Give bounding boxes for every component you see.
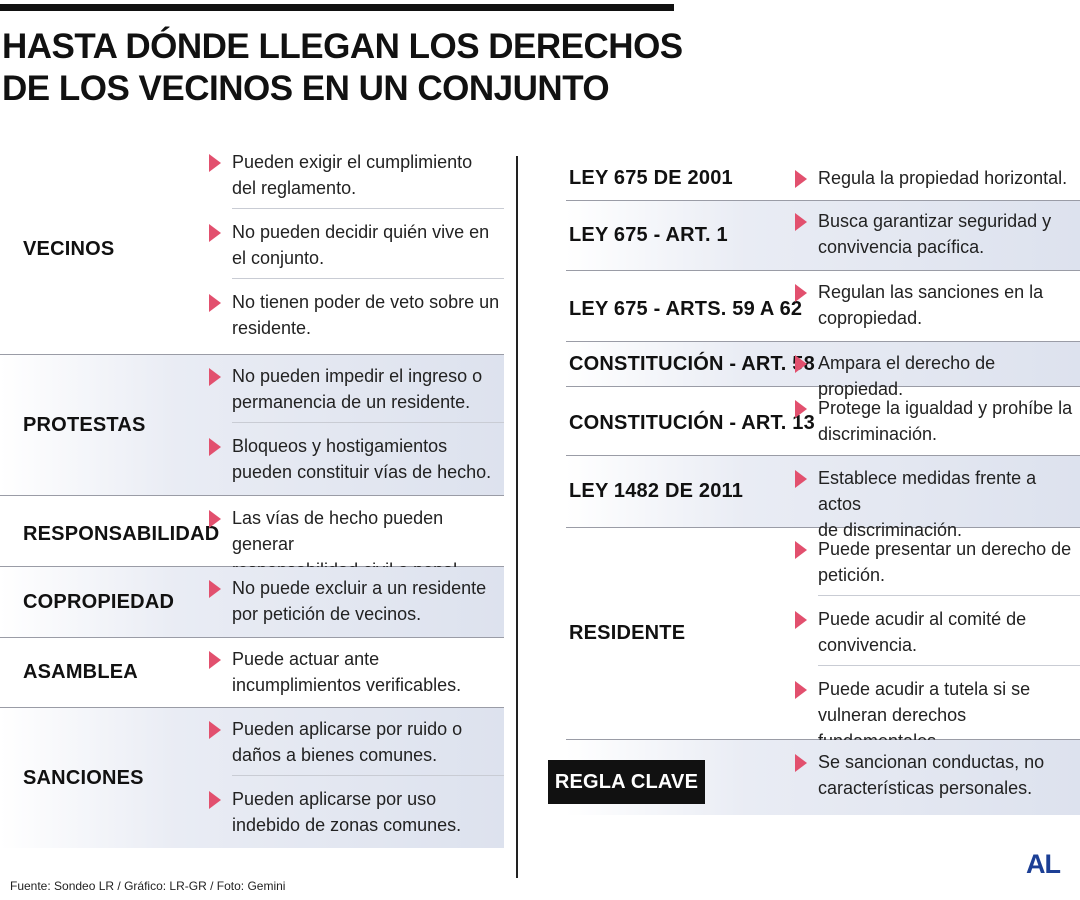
list-item: No tienen poder de veto sobre un residente.	[206, 289, 504, 341]
arrow-right-icon	[795, 681, 807, 699]
bullet-list	[792, 201, 1080, 260]
bullet-list	[792, 387, 1080, 447]
page-title	[2, 26, 692, 110]
arrow-right-icon	[795, 355, 807, 373]
bullet-list	[206, 355, 504, 485]
source-credit: Fuente: Sondeo LR / Gráfico: LR-GR / Foto: Gemini	[10, 879, 286, 893]
row-residente	[566, 528, 1080, 740]
row-constitucion-art-13	[566, 387, 1080, 456]
row-label: RESPONSABILIDAD	[23, 522, 220, 545]
list-item: Regulan las sanciones en la copropiedad.	[792, 279, 1080, 331]
row-asamblea	[0, 638, 504, 708]
row-sanciones	[0, 708, 504, 848]
list-item: Ampara el derecho de propiedad.	[792, 350, 1080, 402]
publisher-logo: AL	[1026, 849, 1060, 879]
list-item: Las vías de hecho pueden generar	[206, 505, 504, 583]
list-item: Puede presentar un derecho de petición.	[792, 536, 1080, 588]
list-item: Regula la propiedad horizontal.	[792, 165, 1080, 191]
arrow-right-icon	[209, 294, 221, 312]
arrow-right-icon	[795, 754, 807, 772]
bullet-list	[206, 145, 504, 341]
list-item: Se sancionan conductas, no características personales.	[792, 749, 1080, 801]
list-item: Puede acudir a tutela si se vulneran derechos	[792, 676, 1080, 754]
row-label: LEY 675 - ARTS. 59 A 62	[569, 297, 803, 320]
arrow-right-icon	[209, 154, 221, 172]
row-ley-675-arts-59-62	[566, 271, 1080, 342]
row-copropiedad	[0, 567, 504, 638]
list-item: Protege la igualdad y prohíbe la discriminación.	[792, 395, 1080, 447]
bullet-list	[792, 740, 1080, 801]
list-item: Puede actuar ante incumplimientos verificables.	[206, 646, 504, 698]
bullet-list	[792, 271, 1080, 331]
arrow-right-icon	[795, 284, 807, 302]
row-label: PROTESTAS	[23, 413, 146, 436]
arrow-right-icon	[209, 651, 221, 669]
title-line-1: HASTA DÓNDE LLEGAN LOS DERECHOS	[2, 27, 683, 66]
bullet-list	[792, 528, 1080, 754]
list-item: Establece medidas frente a actos de discriminación.	[792, 465, 1080, 543]
list-item: No pueden decidir quién vive en el conjunto.	[206, 219, 504, 271]
key-rule-label: REGLA CLAVE	[548, 760, 705, 804]
row-vecinos	[0, 145, 504, 355]
row-constitucion-art-58	[566, 342, 1080, 399]
bullet-list	[206, 567, 504, 627]
arrow-right-icon	[795, 170, 807, 188]
row-label: CONSTITUCIÓN - ART. 13	[569, 411, 815, 434]
list-item: No puede excluir a un residente por petición de vecinos.	[206, 575, 504, 627]
list-item: No pueden impedir el ingreso o permanencia de un residente.	[206, 363, 504, 415]
bullet-list	[792, 156, 1080, 191]
row-ley-675-art-1	[566, 201, 1080, 271]
arrow-right-icon	[795, 611, 807, 629]
list-item: Pueden aplicarse por uso indebido de zonas comunes.	[206, 786, 504, 838]
arrow-right-icon	[209, 791, 221, 809]
list-item: Puede acudir al comité de convivencia.	[792, 606, 1080, 658]
arrow-right-icon	[209, 721, 221, 739]
row-label: ASAMBLEA	[23, 661, 138, 683]
row-label: VECINOS	[23, 238, 115, 260]
arrow-right-icon	[209, 368, 221, 386]
list-item: Busca garantizar seguridad y convivencia pacífica.	[792, 208, 1080, 260]
title-line-2: DE LOS VECINOS EN UN CONJUNTO	[2, 69, 610, 108]
row-label: LEY 675 DE 2001	[569, 166, 733, 189]
column-divider	[516, 156, 518, 878]
row-label: SANCIONES	[23, 766, 144, 789]
row-protestas	[0, 355, 504, 496]
arrow-right-icon	[209, 438, 221, 456]
row-responsabilidad	[0, 496, 504, 567]
arrow-right-icon	[795, 400, 807, 418]
row-label: LEY 1482 DE 2011	[569, 480, 744, 502]
arrow-right-icon	[795, 470, 807, 488]
list-item: Pueden aplicarse por ruido o daños a bienes comunes.	[206, 716, 504, 768]
list-item: Bloqueos y hostigamientos pueden constituir vías de hecho.	[206, 433, 504, 485]
bullet-list	[206, 708, 504, 838]
list-item: Pueden exigir el cumplimiento del reglamento.	[206, 149, 504, 201]
row-ley-1482-2011	[566, 456, 1080, 540]
arrow-right-icon	[209, 224, 221, 242]
top-rule	[0, 4, 674, 11]
row-ley-675-2001	[566, 156, 1080, 201]
arrow-right-icon	[795, 541, 807, 559]
arrow-right-icon	[209, 510, 221, 528]
bullet-list	[206, 638, 504, 698]
row-label: RESIDENTE	[569, 622, 686, 644]
row-label: CONSTITUCIÓN - ART. 58	[569, 352, 815, 375]
row-label: LEY 675 - ART. 1	[569, 224, 728, 246]
row-label: COPROPIEDAD	[23, 590, 175, 613]
arrow-right-icon	[209, 580, 221, 598]
arrow-right-icon	[795, 213, 807, 231]
